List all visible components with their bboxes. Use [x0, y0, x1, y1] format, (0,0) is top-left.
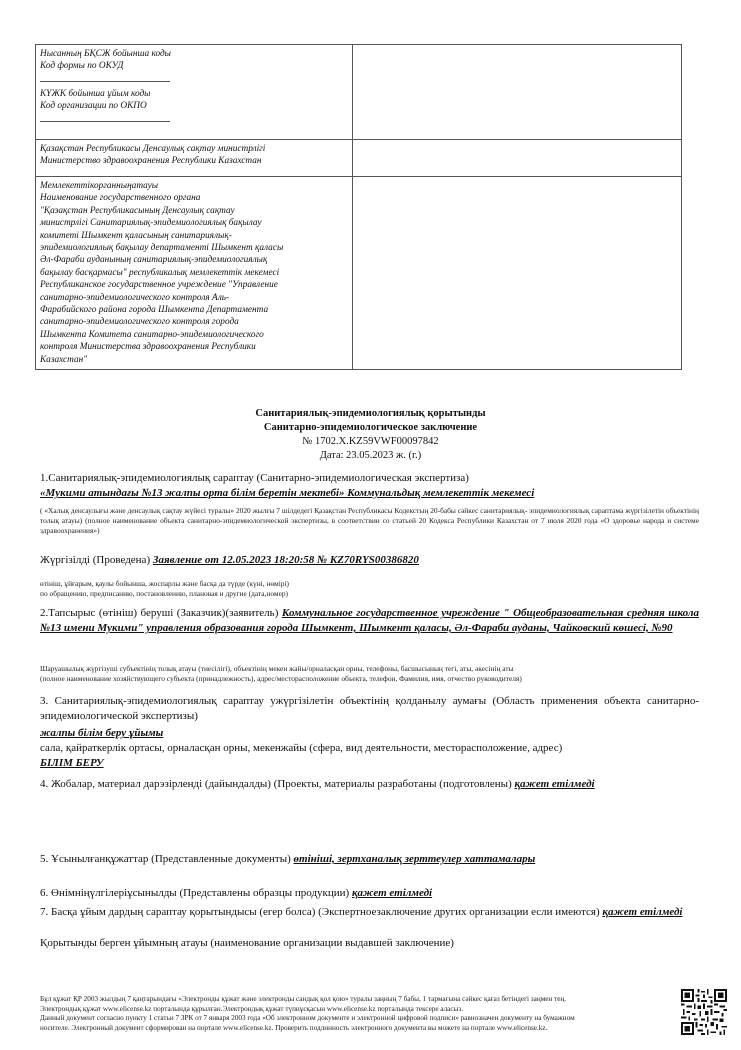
section-2-note-ru: (полное наименование хозяйствующего субъекта (принадлежность), адрес/месторасположение объекта, телефон, Фамилия, имя, отчество руководителя) — [40, 674, 522, 683]
section-7-label: 7. Басқа ұйым дардың сараптау қорытындысы (егер болса) (Экспертноезаключение других организации если имеются) — [40, 906, 600, 918]
org-line: эпидемиологиялық бақылау департаменті Шымкент қаласы — [40, 243, 284, 254]
org-line: Республиканское государственное учреждение "Управление — [40, 280, 278, 291]
section-2-block — [40, 606, 699, 636]
footer-line: Данный документ согласно пункту 1 статьи 7 ЗРК от 7 января 2003 года «Об электронном документе и электронной цифровой подписи» равнозначен документу на бумажном — [40, 1014, 575, 1022]
form-codes-value-cell — [353, 45, 682, 140]
org-line: санитарно-эпидемиологического контроля города — [40, 317, 239, 328]
section-1-note: ( «Халық денсаулығы және денсаулық сақтау жүйесі туралы» 2020 жылғы 7 шілдедегі Қазақстан Республикасы Кодекстың 20-бабы сәйкес санитариялық- эпидемиологиялық сараптама жүргізілетін объектінің толық атауы) (полное наименование объекта санитарно-эпидемиологической экспертизы, в соответствии со статьей 20 Кодекса Республики Казахстан от 7 июля 2020 года «О здоровье народа и системе здравоохранения») — [40, 506, 699, 535]
section-4-block — [40, 777, 699, 792]
ministry-cell — [36, 140, 353, 177]
okpo-label-ru: Код организации по ОКПО — [40, 101, 147, 112]
organization-cell — [36, 177, 353, 370]
ministry-ru: Министерство здравоохранения Республики Казахстан — [40, 156, 262, 167]
section-4-value: қажет етілмеді — [514, 778, 595, 790]
org-line: Фарабийского района города Шымкента Департамента — [40, 305, 269, 316]
section-7-issuer: Қорытынды берген ұйымның атауы (наименование организации выдавшей заключение) — [40, 937, 454, 949]
section-5-block — [40, 852, 699, 867]
footer-line: Электрондық құжат www.elicense.kz порталында құрылған.Электрондық құжат түпнұсқасын www.elicense.kz порталында тексере аласыз. — [40, 1004, 464, 1013]
section-5-value: өтініші, зертханалық зерттеулер хаттамалары — [293, 853, 536, 865]
section-2-value: Коммунальное государственное учреждение " Общеобразовательная средняя школа №13 имени Мукими" управления образования города Шымкент, Шымкент қаласы, Әл-Фараби ауданы, Чайковский көшесі, №90 — [40, 607, 699, 634]
section-5-label: 5. Ұсынылғанқұжаттар (Представленные документы) — [40, 853, 291, 865]
org-line: Әл-Фараби ауданының санитариялық-эпидемиологиялық — [40, 255, 268, 266]
org-line: министрлігі Санитариялық-эпидемиологиялық бақылау — [40, 218, 262, 229]
ministry-kz: Қазақстан Республикасы Денсаулық сақтау министрлігі — [40, 144, 266, 154]
org-line: санитарно-эпидемиологического контроля Аль- — [40, 292, 230, 303]
document-date: Дата: 23.05.2023 ж. (г.) — [319, 450, 422, 461]
section-3-label: 3. Санитариялық-эпидемиологиялық сараптау ужүргізілетін объектінің қолданылу аумағы (Область применения объекта санитарно-эпидемиологической экспертизы) — [40, 695, 699, 722]
section-4-label: 4. Жобалар, материал дарэзірленді (дайындалды) (Проекты, материалы разработаны (подготовлены) — [40, 778, 512, 790]
org-line: Шымкента Комитета санитарно-эпидемиологического — [40, 329, 264, 340]
okud-line — [40, 73, 170, 82]
org-line: Мемлекеттікорганныңатауы — [40, 181, 159, 191]
section-3-value: жалпы білім беру ұйымы — [40, 727, 164, 739]
okud-label-ru: Код формы по ОКУД — [40, 61, 124, 72]
section-6-value: қажет етілмеді — [351, 887, 433, 899]
org-line: "Қазақстан Республикасының Денсаулық сақтау — [40, 205, 235, 216]
ministry-value-cell — [353, 140, 682, 177]
form-codes-cell — [36, 45, 353, 140]
organization-value-cell — [353, 177, 682, 370]
okud-label-kz: Нысанның БҚСЖ бойынша коды — [40, 49, 171, 59]
conducted-row — [40, 553, 699, 568]
org-line: Казахстан" — [40, 354, 88, 365]
document-number: № 1702.Х.KZ59VWF00097842 — [302, 436, 439, 447]
title-kz: Санитариялық-эпидемиологиялық қорытынды — [255, 408, 486, 419]
conducted-note-kz: өтініш, ұйғарым, қаулы бойынша, жоспарлы және басқа да түрде (күні, нөмірі) — [40, 579, 289, 588]
org-line: Наименование государственного органа — [40, 193, 201, 204]
footer-line: носителе. Электронный документ сформирован на портале www.elicense.kz. Проверить подлинность электронного документа вы можете на портале www.elicense.kz. — [40, 1023, 548, 1032]
section-1-value: «Мукими атындағы №13 жалпы орта білім беретін мектебі» Коммунальдық мемлекеттік мекемесі — [40, 487, 535, 499]
footer-note — [40, 995, 640, 1033]
section-7-block — [40, 905, 699, 920]
section-7-value: қажет етілмеді — [602, 906, 683, 918]
footer-line: Бұл құжат ҚР 2003 жылдың 7 қаңтарындағы «Электронды құжат және электронды сандық қол қою» туралы заңның 7 бабы, 1 тармағына сәйкес қағаз бетіндегі заңмен тең. — [40, 995, 567, 1003]
org-line: комитеті Шымкент қаласының санитариялық- — [40, 230, 232, 241]
qr-code-icon — [681, 989, 727, 1035]
title-ru: Санитарно-эпидемиологическое заключение — [263, 422, 478, 433]
org-line: бақылау басқармасы" республикалық мемлекеттік мекемесі — [40, 267, 280, 278]
conducted-label: Жүргізілді (Проведена) — [40, 554, 151, 566]
header-table — [35, 44, 682, 370]
section-3-text: сала, қайраткерлік ортасы, орналасқан орны, мекенжайы (сфера, вид деятельности, месторасположение, адрес) — [40, 742, 563, 754]
okpo-line — [40, 113, 170, 122]
conducted-note-ru: по обращению, предписанию, постановлению, плановая и другие (дата,номер) — [40, 589, 289, 598]
section-2-note-kz: Шаруашылық жүргізуші субъектінің толық атауы (тиесілігі), объектінің мекен жайы/орналасқан орны, телефоны, басшысының тегі, аты, әкесінің аты — [40, 664, 514, 673]
section-6-label: 6. Өнімніңүлгілеріұсынылды (Представлены образцы продукции) — [40, 887, 350, 899]
section-3-sphere: БІЛІМ БЕРУ — [40, 757, 104, 769]
okpo-label-kz: КҮЖК бойынша ұйым коды — [40, 88, 151, 99]
org-line: контроля Министерства здравоохранения Республики — [40, 342, 256, 353]
section-1-label: 1.Санитариялық-эпидемиологиялық сараптау (Санитарно-эпидемиологическая экспертиза) — [40, 472, 469, 484]
section-2-label: 2.Тапсырыс (өтініш) беруші (Заказчик)(заявитель) — [40, 607, 279, 619]
section-6-block — [40, 886, 699, 901]
conducted-value: Заявление от 12.05.2023 18:20:58 № KZ70RYS00386820 — [152, 554, 419, 566]
